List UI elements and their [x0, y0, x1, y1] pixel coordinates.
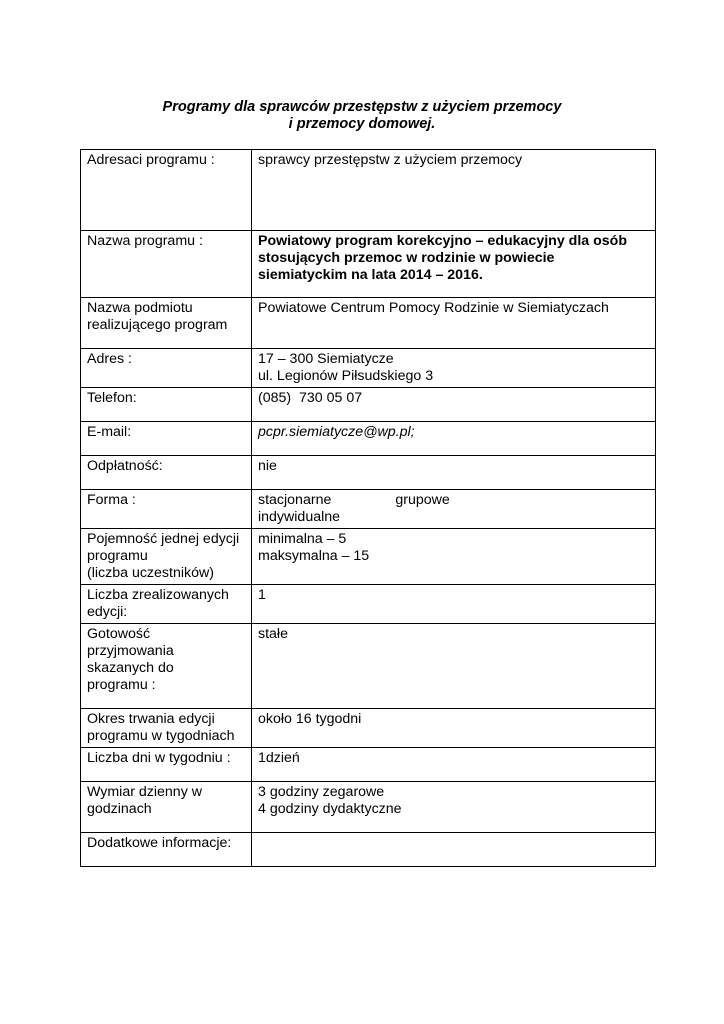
label-line: Gotowość — [87, 626, 151, 642]
table-row — [81, 529, 656, 585]
table-row — [81, 150, 656, 231]
row-label-podmiot — [81, 298, 252, 349]
table-row — [81, 422, 656, 456]
label-line: (liczba uczestników) — [87, 565, 214, 581]
hours-clock: 3 godziny zegarowe — [258, 784, 385, 800]
page-title — [0, 99, 724, 133]
forma-grupowe: grupowe — [395, 492, 450, 508]
label-line: edycji: — [87, 604, 128, 620]
row-value-adres — [252, 349, 656, 388]
program-name-line: Powiatowy program korekcyjno – edukacyjny dla osób — [258, 233, 627, 249]
label-line: godzinach — [87, 801, 152, 817]
capacity-min: minimalna – 5 — [258, 531, 347, 547]
forma-indywidualne: indywidualne — [258, 509, 341, 525]
page-title-line-2: i przemocy domowej. — [288, 116, 436, 132]
table-row — [81, 231, 656, 298]
label-line: Nazwa podmiotu — [87, 300, 193, 316]
capacity-max: maksymalna – 15 — [258, 548, 370, 564]
row-label-edycje — [81, 585, 252, 624]
program-info-table — [80, 149, 656, 867]
row-label-forma: Forma : — [81, 490, 252, 529]
row-value-podmiot: Powiatowe Centrum Pomocy Rodzinie w Siemiatyczach — [252, 298, 656, 349]
row-value-edycje: 1 — [252, 585, 656, 624]
row-label-okres — [81, 709, 252, 748]
label-line: Pojemność jednej edycji — [87, 531, 240, 547]
label-line: programu w tygodniach — [87, 728, 235, 744]
table-row — [81, 298, 656, 349]
program-name-line: stosujących przemoc w rodzinie w powiecie — [258, 250, 555, 266]
address-line: ul. Legionów Piłsudskiego 3 — [258, 368, 434, 384]
table-row — [81, 748, 656, 782]
row-label-wymiar — [81, 782, 252, 833]
label-line: Wymiar dzienny w — [87, 784, 202, 800]
label-line: programu — [87, 548, 148, 564]
phone-number: (085) 730 05 07 — [258, 390, 363, 406]
row-label-telefon: Telefon: — [81, 388, 252, 422]
table-row — [81, 782, 656, 833]
row-value-wymiar — [252, 782, 656, 833]
table-row — [81, 456, 656, 490]
row-label-dni: Liczba dni w tygodniu : — [81, 748, 252, 782]
table-row — [81, 709, 656, 748]
table-row — [81, 349, 656, 388]
row-label-email: E-mail: — [81, 422, 252, 456]
row-label-nazwa: Nazwa programu : — [81, 231, 252, 298]
row-value-pojemnosc — [252, 529, 656, 585]
label-line: skazanych do — [87, 660, 174, 676]
table-row — [81, 490, 656, 529]
row-label-adresaci: Adresaci programu : — [81, 150, 252, 231]
label-line: programu : — [87, 677, 156, 693]
hours-didactic: 4 godziny dydaktyczne — [258, 801, 402, 817]
label-line: realizującego program — [87, 317, 228, 333]
forma-stacjonarne: stacjonarne — [258, 492, 332, 508]
row-label-adres: Adres : — [81, 349, 252, 388]
table-row — [81, 833, 656, 867]
row-value-dni: 1dzień — [252, 748, 656, 782]
table-row — [81, 388, 656, 422]
row-value-dodatkowe — [252, 833, 656, 867]
program-name-line: siemiatyckim na lata 2014 – 2016. — [258, 267, 483, 283]
row-label-pojemnosc — [81, 529, 252, 585]
row-value-okres: około 16 tygodni — [252, 709, 656, 748]
row-label-dodatkowe: Dodatkowe informacje: — [81, 833, 252, 867]
label-line: przyjmowania — [87, 643, 174, 659]
row-value-email: pcpr.siemiatycze@wp.pl; — [252, 422, 656, 456]
row-label-odplatnosc: Odpłatność: — [81, 456, 252, 490]
row-label-gotowosc — [81, 624, 252, 709]
row-value-nazwa — [252, 231, 656, 298]
row-value-adresaci: sprawcy przestępstw z użyciem przemocy — [252, 150, 656, 231]
address-line: 17 – 300 Siemiatycze — [258, 351, 394, 367]
label-line: Liczba zrealizowanych — [87, 587, 229, 603]
row-value-telefon — [252, 388, 656, 422]
table-row — [81, 624, 656, 709]
page-title-line-1: Programy dla sprawców przestępstw z użyciem przemocy — [162, 99, 562, 115]
table-row — [81, 585, 656, 624]
row-value-odplatnosc: nie — [252, 456, 656, 490]
label-line: Okres trwania edycji — [87, 711, 215, 727]
row-value-forma — [252, 490, 656, 529]
row-value-gotowosc: stałe — [252, 624, 656, 709]
